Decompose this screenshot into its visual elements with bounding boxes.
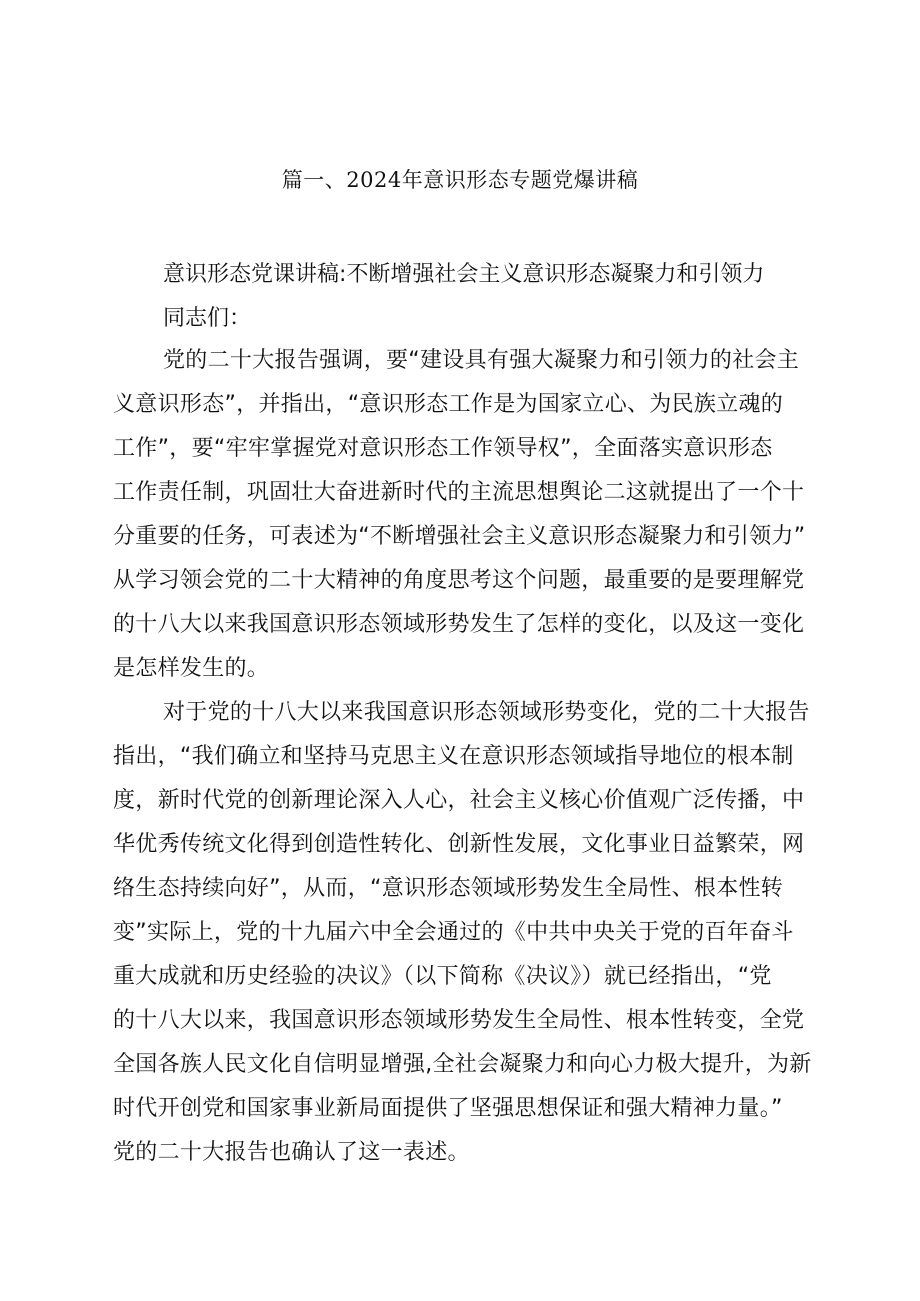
paragraph-1-line: 是怎样发生的。 <box>113 656 270 681</box>
paragraph-1-line: 义意识形态”，并指出，“意识形态工作是为国家立心、为民族立魂的 <box>113 392 784 417</box>
paragraph-1-line: 工作”，要“牢牢掌握党对意识形态工作领导权”，全面落实意识形态 <box>113 436 773 461</box>
paragraph-1-line: 分重要的任务，可表述为“不断增强社会主义意识形态凝聚力和引领力” <box>113 524 806 549</box>
paragraph-2-line: 变”实际上，党的十九届六中全会通过的《中共中央关于党的百年奋斗 <box>113 920 794 945</box>
paragraph-2-line: 对于党的十八大以来我国意识形态领域形势变化，党的二十大报告 <box>163 700 810 725</box>
paragraph-2-line: 络生态持续向好”，从而，“意识形态领域形势发生全局性、根本性转 <box>113 876 784 901</box>
paragraph-1-line: 的十八大以来我国意识形态领域形势发生了怎样的变化，以及这一变化 <box>113 612 805 637</box>
document-title: 篇一、2024年意识形态专题党爆讲稿 <box>281 168 639 192</box>
paragraph-2-line: 全国各族人民文化自信明显增强,全社会凝聚力和向心力极大提升，为新 <box>113 1052 812 1077</box>
paragraph-2-line: 时代开创党和国家事业新局面提供了坚强思想保证和强大精神力量。” <box>113 1096 783 1121</box>
paragraph-2-line: 华优秀传统文化得到创造性转化、创新性发展，文化事业日益繁荣，网 <box>113 832 805 857</box>
paragraph-1-line: 党的二十大报告强调，要“建设具有强大凝聚力和引领力的社会主 <box>163 348 800 373</box>
paragraph-1-line: 从学习领会党的二十大精神的角度思考这个问题，最重要的是要理解党 <box>113 568 805 593</box>
paragraph-1-line: 工作责任制，巩固壮大奋进新时代的主流思想舆论二这就提出了一个十 <box>113 480 805 505</box>
paragraph-2-line: 度，新时代党的创新理论深入人心，社会主义核心价值观广泛传播，中 <box>113 788 805 813</box>
paragraph-2-line: 重大成就和历史经验的决议》（以下简称《决议》）就已经指出，“党 <box>113 964 772 989</box>
document-subtitle: 意识形态党课讲稿:不断增强社会主义意识形态凝聚力和引领力 <box>163 262 765 287</box>
salutation: 同志们： <box>163 306 252 331</box>
paragraph-2-line: 的十八大以来，我国意识形态领域形势发生全局性、根本性转变，全党 <box>113 1008 805 1033</box>
paragraph-2-line: 指出，“我们确立和坚持马克思主义在意识形态领域指导地位的根本制 <box>113 744 794 769</box>
paragraph-2-line: 党的二十大报告也确认了这一表述。 <box>113 1140 470 1165</box>
